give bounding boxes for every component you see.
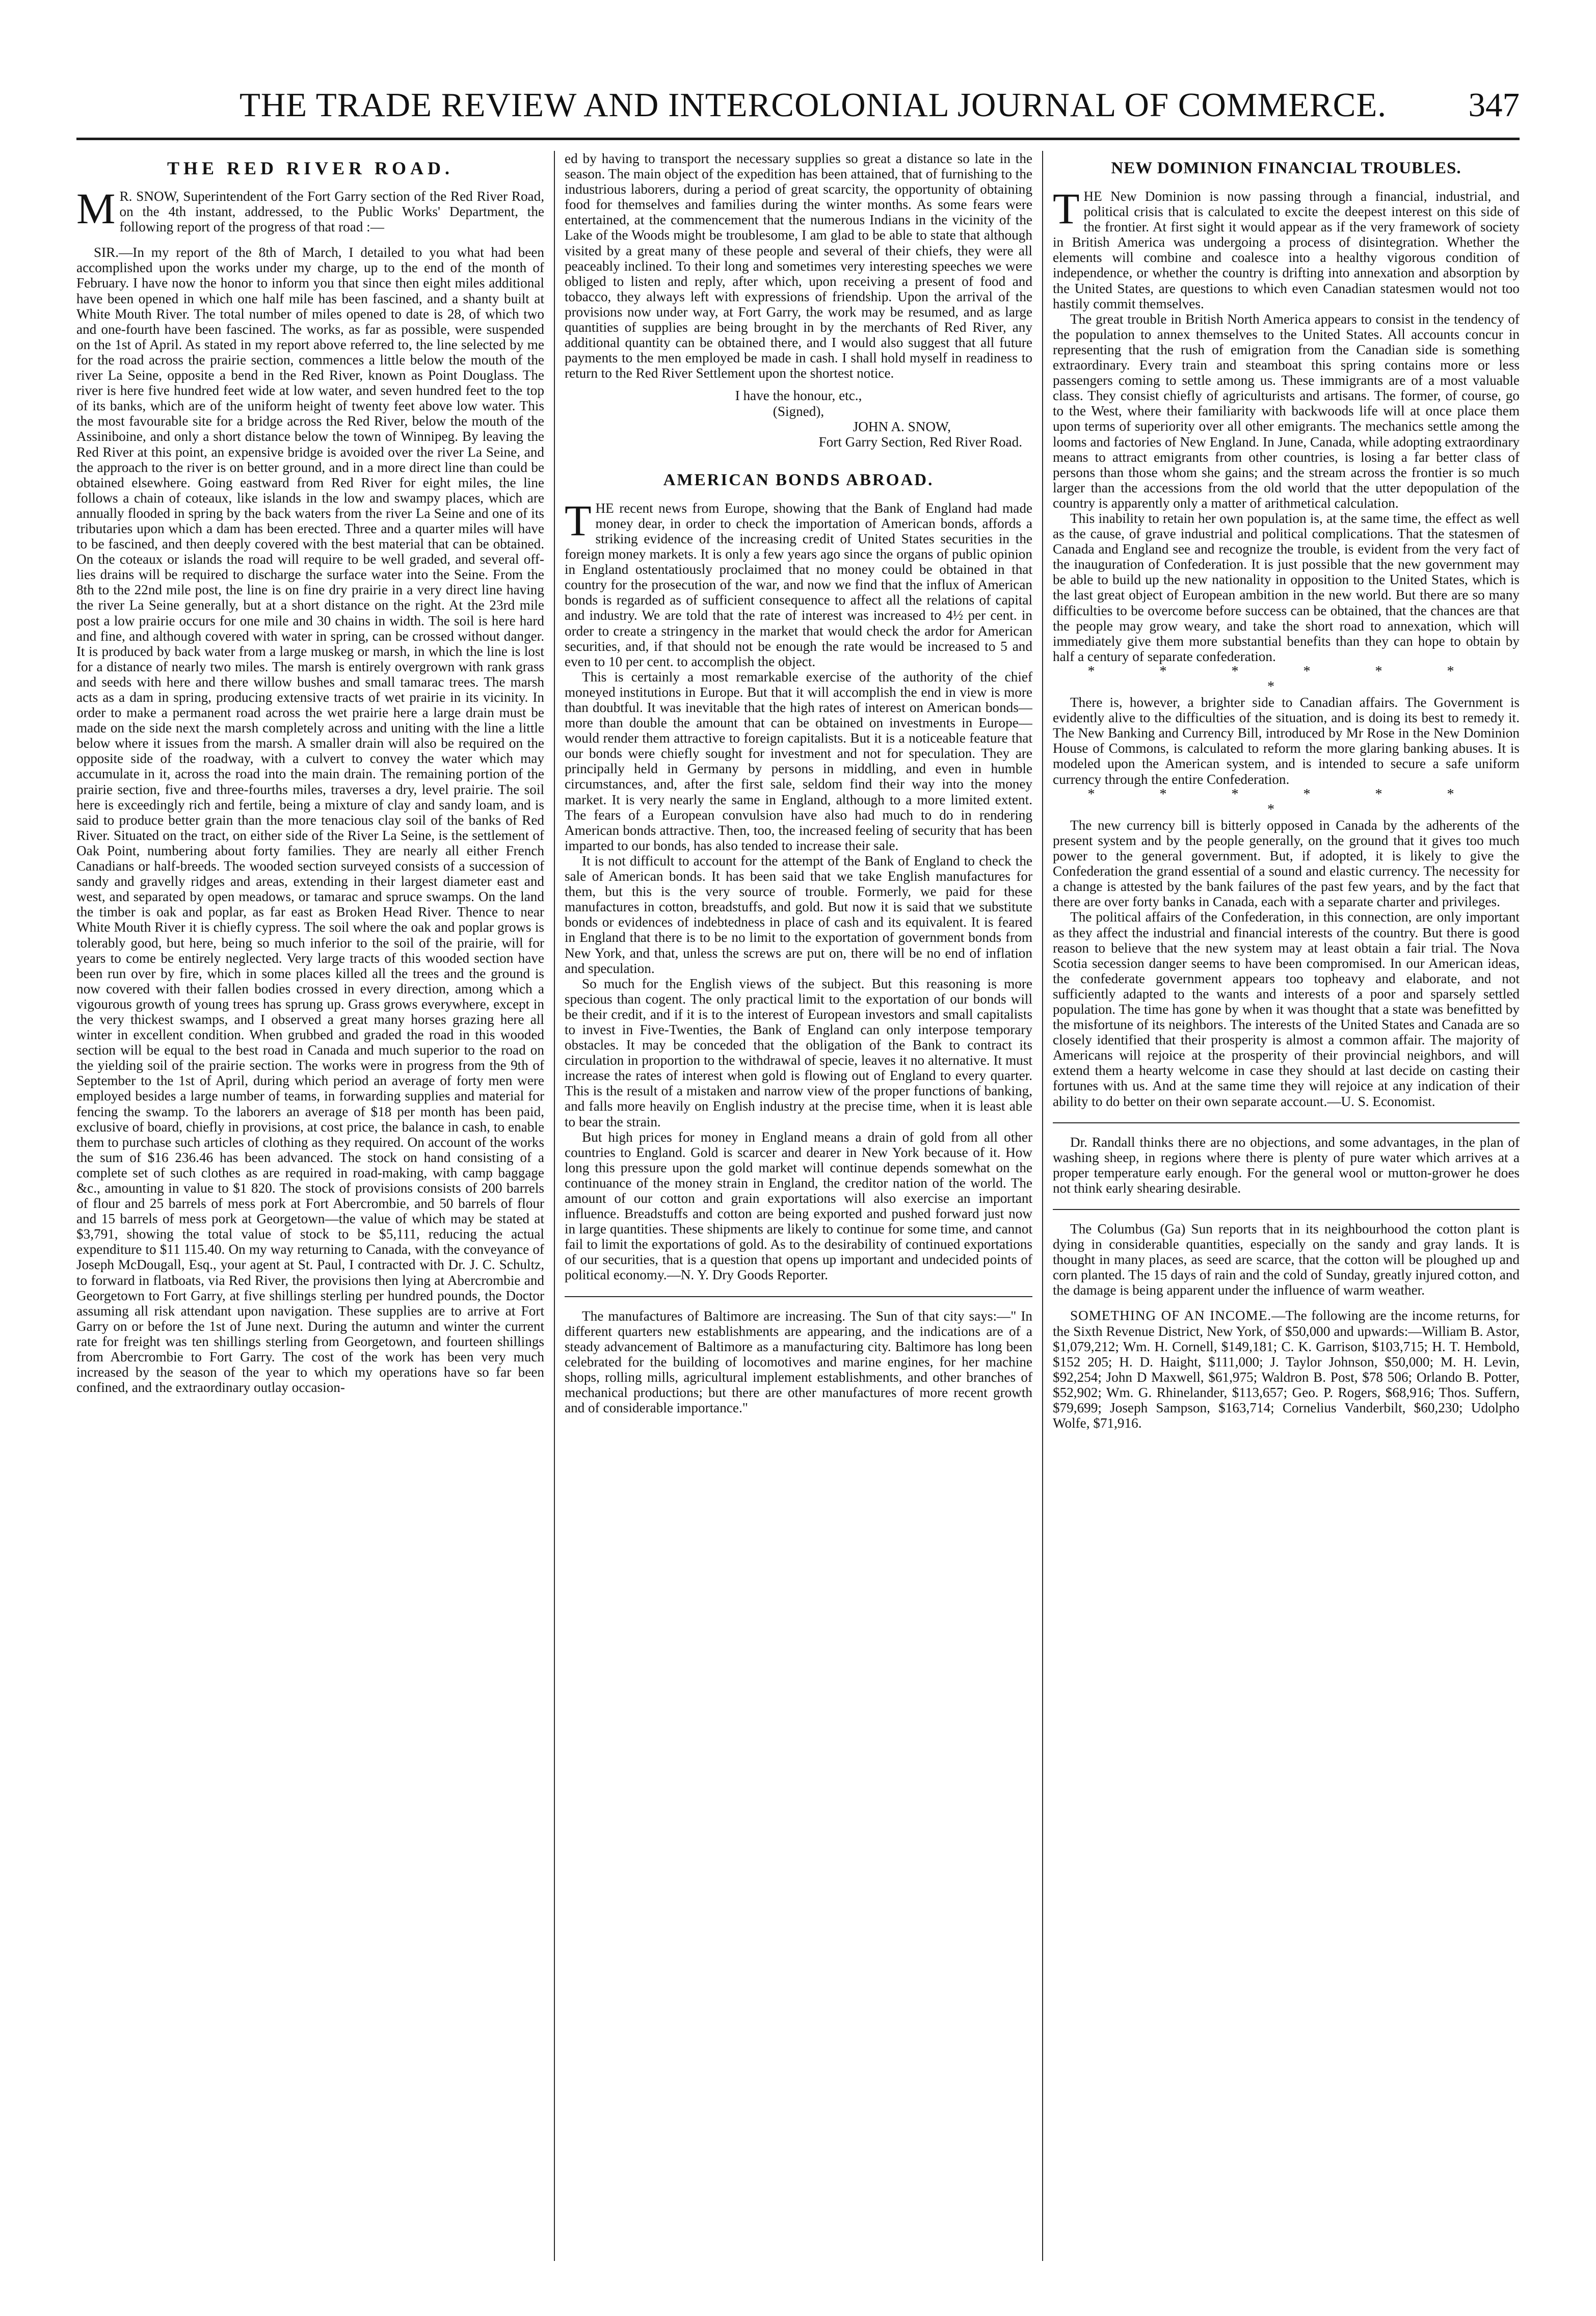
article-intro: M R. SNOW, Superintendent of the Fort Garry section of the Red River Road, on the 4th instant, addressed, to the Public Works' Department, the following report of the progress of that road :— [76,184,544,235]
masthead [76,82,1520,140]
section-divider [565,1296,1032,1297]
article-body: The Columbus (Ga) Sun reports that in its neighbourhood the cotton plant is dying in considerable quantities, especially on the sandy and gray lands. It is thought in many places, as seed are scarce, that the cotton will be ploughed up and corn planted. The 15 days of rain and the cold of Sunday, greatly injured cotton, and the damage is being apparent under the influence of warm weather. [1053,1221,1520,1298]
column-3 [1053,151,1520,2261]
section-divider [1053,1122,1520,1123]
article-body: The great trouble in British North America appears to consist in the tendency of the population to annex themselves to the United States. All accounts concur in representing that the rush of emigration from the Canadian side is something extraordinary. Every train and steamboat this spring contains more or less passengers coming to settle among us. These immigrants are of a most valuable class. They consist chiefly of agriculturists and artisans. The former, of course, go to the West, where their familiarity with backwoods life will at once place them upon terms of superiority over all other emigrants. The mechanics settle among the looms and factories of New England. In June, Canada, while adopting extraordinary means to attract emigrants from other countries, is losing a far better class of persons than those whom she gains; and the stream across the frontier is so much larger than the accessions from the old world that the utter depopulation of the country is apparently only a matter of arithmetical calculation. [1053,311,1520,511]
signature-line: (Signed), [773,403,824,419]
article-body: But high prices for money in England means a drain of gold from all other countries to England. Gold is scarcer and dearer in New York because of it. How long this pressure upon the gold market will continue depends somewhat on the continuance of the money strain in England, the creditor nation of the world. The amount of our cotton and grain exportations will also exercise an important influence. Breadstuffs and cotton are being exported and pushed forward just now in large quantities. These shipments are likely to continue for some time, and cannot fail to limit the exportations of gold. As to the desirability of continued exportations of our securities, that is a question that opens up important and undecided points of political economy.—N. Y. Dry Goods Reporter. [565,1129,1032,1283]
article-body: ed by having to transport the necessary supplies so great a distance so late in the season. The main object of the expedition has been attained, that of furnishing to the industrious laborers, during a period of great scarcity, the opportunity of obtaining food for themselves and families during the winter months. As some fears were entertained, at the commencement that the numerous Indians in the vicinity of the Lake of the Woods might be troublesome, I am glad to be able to state that although visited by a great many of these people and several of their chiefs, they were all peaceably inclined. To their long and sometimes very interesting speeches we were obliged to listen and reply, after which, upon receiving a present of food and tobacco, they always left with expressions of friendship. Upon the arrival of the provisions now under way, at Fort Garry, the work may be resumed, and as large quantities of supplies are being brought in by the merchants of Red River, any additional quantity can be obtained there, and I would also suggest that all future payments to the men employed be made in cash. I shall hold myself in readiness to return to the Red River Settlement upon the shortest notice. [565,151,1032,381]
signature-name: JOHN A. SNOW, [853,418,951,434]
column-divider [1042,151,1043,2261]
journal-title: THE TRADE REVIEW AND INTERCOLONIAL JOURNAL OF COMMERCE. [240,86,1387,124]
article-columns [76,151,1520,2261]
article-heading-american-bonds: AMERICAN BONDS ABROAD. [663,470,934,489]
article-body: There is, however, a brighter side to Canadian affairs. The Government is evidently alive to the difficulties of the situation, and is doing its best to remedy it. The New Banking and Currency Bill, introduced by Mr Rose in the New Dominion House of Commons, is calculated to reform the more glaring banking abuses. It is modeled upon the American system, and is intended to secure a safe uniform currency through the entire Confederation. [1053,695,1520,787]
drop-cap: M [76,184,116,233]
section-break: * * * * * * * [1087,663,1485,695]
page-number: 347 [1468,86,1520,124]
article-body: SIR.—In my report of the 8th of March, I detailed to you what had been accomplished upon the works under my charge, up to the end of the month of February. I have now the honor to inform you that since then eight miles additional have been opened in which one half mile has been fascined, and a shanty built at White Mouth River. The total number of miles opened to date is 28, of which two and one-fourth have been fascined. The works, as far as possible, were suspended on the 1st of April. As stated in my report above referred to, the line selected by me for the road across the prairie section, commences a little below the mouth of the river La Seine, opposite a bend in the Red River, known as Point Douglass. The river is here five hundred feet wide at low water, and seven hundred feet to the top of its banks, which are of the uniform height of twenty feet above low water. This the most favourable site for a bridge across the Red River, below the mouth of the Assiniboine, and only a short distance below the town of Winnipeg. By leaving the Red River at this point, an expensive bridge is avoided over the river La Seine, and the approach to the river is on better ground, and in a more direct line than could be obtained elsewhere. Going eastward from Red River for eight miles, the line follows a chain of coteaux, like islands in the low and swampy places, which are annually flooded in spring by the back waters from the river La Seine and one of its tributaries upon which a dam has been erected. Three and a quarter miles will have to be fascined, and then deeply covered with the best material that can be obtained. On the coteaux or islands the road will require to be well graded, and several off-lies drains will be required to discharge the surface water into the Seine. From the 8th to the 22nd mile post, the line is on fine dry prairie in a very direct line having the river La Seine generally, but at a short distance on the right. At the 23rd mile post a low prairie occurs for one mile and 30 chains in width. The soil is here hard and fine, and although covered with water in spring, can be crossed without danger. It is produced by back water from a large muskeg or marsh, in which the line is lost for a distance of nearly two miles. The marsh is entirely overgrown with rank grass and seeds with here and there willow bushes and small tamarac trees. The marsh acts as a dam in spring, producing extensive tracts of wet prairie in its vicinity. In order to make a permanent road across the wet prairie here a large drain must be made on the side next the marsh completely across and uniting with the line a little below where it issues from the marsh. A smaller drain will also be required on the opposite side of the roadway, with a culvert to convey the water which may accumulate in it, across the road into the main drain. The remaining portion of the prairie section, five and three-fourths miles, traverses a dry, level prairie. The soil here is exceedingly rich and fertile, being a mixture of clay and sandy loam, and is said to produce better grain than the more tenacious clay soil of the banks of Red River. Situated on the tract, on either side of the River La Seine, is the settlement of Oak Point, numbering about forty families. They are nearly all either French Canadians or half-breeds. The wooded section surveyed consists of a succession of sandy and gravelly ridges and areas, extending in their largest diameter east and west, and separated by open meadows, or tamarac and spruce swamps. On the land the timber is oak and poplar, as far east as Broken Head River. Thence to near White Mouth River it is chiefly cypress. The soil where the oak and poplar grows is tolerably good, but here, being so much inferior to the soil of the prairie, will for years to come be entirely neglected. Very large tracts of this wooded section have been run over by fire, which in some places killed all the trees and the ground is now covered with their fallen bodies crossed in every direction, among which a vigourous growth of young trees has sprung up. Grass grows everywhere, except in the very thickest swamps, and I observed a great many horses grazing here all winter in excellent condition. When grubbed and graded the road in this wooded section will be equal to the best road in Canada and much superior to the road on the yielding soil of the prairie section. The works were in progress from the 9th of September to the 1st of April, during which period an average of forty men were employed besides a large number of teams, in forwarding supplies and material for fencing the swamp. To the laborers an average of $18 per month has been paid, exclusive of board, chiefly in provisions, at cost price, the balance in cash, to enable them to purchase such articles of clothing as they required. On account of the works the sum of $16 236.46 has been advanced. The stock on hand consisting of a complete set of such clothes as are required in road-making, with camp baggage &c., amounting in value to $1 820. The stock of provisions consists of 200 barrels of flour and 25 barrels of mess pork at Fort Abercrombie, and 50 barrels of flour and 15 barrels of mess pork at Georgetown—the value of which may be stated at $3,791, showing the total value of stock to be $5,111, reducing the actual expenditure to $11 115.40. On my way returning to Canada, with the conveyance of Joseph McDougall, Esq., your agent at St. Paul, I contracted with Dr. J. C. Schultz, to forward in flatboats, via Red River, the provisions then lying at Abercrombie and Georgetown to Fort Garry, at five shillings sterling per hundred pounds, the Doctor assuming all risk attendant upon navigation. These supplies are to arrive at Fort Garry on or before the 1st of June next. During the autumn and winter the current rate for freight was ten shillings sterling from Georgetown, and fourteen shillings from Abercrombie to Fort Garry. The cost of the work has been very much increased by the season of the year to which my operations have so far been confined, and the extraordinary outlay occasion- [76,245,544,1396]
signature-line: I have the honour, etc., [735,388,862,404]
drop-cap: T [565,495,592,545]
article-body: SOMETHING OF AN INCOME.—The following are the income returns, for the Sixth Revenue District, New York, of $50,000 and upwards:—William B. Astor, $1,079,212; Wm. H. Cornell, $149,181; C. K. Garrison, $103,715; H. T. Hembold, $152 205; H. D. Haight, $111,000; J. Taylor Johnson, $50,000; M. H. Levin, $92,254; John D Maxwell, $61,975; Waldron B. Post, $78 506; Orlando B. Potter, $52,902; Wm. G. Rhinelander, $113,657; Geo. P. Rogers, $68,916; Thos. Suffern, $79,699; Joseph Sampson, $163,714; Cornelius Vanderbilt, $60,230; Udolpho Wolfe, $71,916. [1053,1308,1520,1431]
article-body: This is certainly a most remarkable exercise of the authority of the chief moneyed institutions in Europe. But that it will accomplish the end in view is more than doubtful. It was inevitable that the high rates of interest on American bonds—more than double the amount that can be obtained on investments in Europe—would render them attractive to foreign capitalists. But it is a noticeable feature that our bonds were chiefly sought for investment and not for speculation. They are principally held in Germany by persons in middling, and even in humble circumstances, and, after the first sale, seldom find their way into the money market. It is very nearly the same in England, although to a more limited extent. The fears of a European convulsion have also had much to do in rendering American bonds attractive. Then, too, the increased feeling of security that has been imparted to our bonds, has also tended to increase their sale. [565,669,1032,853]
drop-cap: T [1053,184,1080,233]
section-divider [1053,1209,1520,1210]
article-body: This inability to retain her own population is, at the same time, the effect as well as the cause, of grave industrial and political complications. That the statesmen of Canada and England see and recognize the trouble, is evident from the very fact of the inauguration of Confederation. It is just possible that the new government may be able to build up the new nationality in opposition to the United States, which is the last great object of European ambition in the new world. But there are so many difficulties to be overcome before success can be obtained, that the chances are that the people may grow weary, and take the short road to annexation, which will immediately give them more substantial benefits than they can hope to obtain by half a century of separate confederation. [1053,510,1520,664]
article-body: THE New Dominion is now passing through a financial, industrial, and political crisis that is calculated to excite the deepest interest on this side of the frontier. At first sight it would appear as if the very framework of society in British America was undergoing a process of disintegration. Whether the elements will combine and coalesce into a healthy vigorous condition of independence, or whether the country is drifting into annexation and absorption by the United States, are questions to which even Canadian statesmen would not too hastily commit themselves. [1053,184,1520,311]
article-heading-dominion-troubles: NEW DOMINION FINANCIAL TROUBLES. [1111,159,1461,177]
article-body: THE recent news from Europe, showing that the Bank of England had made money dear, in order to check the importation of American bonds, affords a striking evidence of the increasing credit of United States securities in the foreign money markets. It is only a few years ago since the organs of public opinion in England ostentatiously proclaimed that no money could be obtained in that country for the prosecution of the war, and now we find that the influx of American bonds is regarded as of sufficient consequence to affect all the relations of capital and industry. We are told that the rate of interest was increased to 4½ per cent. in order to create a stringency in the market that would check the ardor for American securities, and, if that should not be enough the rate would be increased to 5 and even to 10 per cent. to accomplish the object. [565,495,1032,669]
column-1 [76,151,544,2261]
article-body: The manufactures of Baltimore are increasing. The Sun of that city says:—" In different quarters new establishments are appearing, and the indications are of a steady advancement of Baltimore as a manufacturing city. Baltimore has long been celebrated for the building of locomotives and marine engines, for her machine shops, rolling mills, agricultural implement establishments, and other branches of mechanical productions; but there are other manufactures of more recent growth and of considerable importance." [565,1308,1032,1416]
article-body: The new currency bill is bitterly opposed in Canada by the adherents of the present system and by the people generally, on the ground that it gives too much power to the general government. But, if adopted, it is likely to give the Confederation the grand essential of a sound and elastic currency. The necessity for a change is attested by the bank failures of the past few years, and by the fact that there are over forty banks in Canada, each with a separate charter and privileges. [1053,817,1520,910]
column-divider [554,151,555,2261]
article-body: The political affairs of the Confederation, in this connection, are only important as they affect the industrial and financial interests of the country. But there is good reason to believe that the new system may at least obtain a fair trial. The Nova Scotia secession danger seems to have been compromised. In our American ideas, the confederate government appears too topheavy and elaborate, and not sufficiently adapted to the wants and interests of a poor and sparsely settled population. The time has gone by when it was thought that a state was benefitted by the misfortune of its neighbors. The interests of the United States and Canada are so closely identified that their prosperity is almost a common affair. The majority of Americans will rejoice at the prosperity of their provincial neighbors, and will extend them a hearty welcome in case they should at last decide on casting their fortunes with us. And at the same time they will rejoice at any indication of their ability to do better on their own separate account.—U. S. Economist. [1053,909,1520,1109]
article-heading-red-river-road: THE RED RIVER ROAD. [167,158,454,178]
article-body: Dr. Randall thinks there are no objections, and some advantages, in the plan of washing sheep, in regions where there is plenty of pure water which arrives at a proper temperature early enough. For the general wool or mutton-grower he does not think early shearing desirable. [1053,1134,1520,1196]
signature-title: Fort Garry Section, Red River Road. [818,434,1022,450]
article-body: It is not difficult to account for the attempt of the Bank of England to check the sale of American bonds. It has been said that we take English manufactures for them, but this is the very source of trouble. Formerly, we paid for these manufactures in cotton, breadstuffs, and gold. But now it is said that we substitute bonds or evidences of indebtedness in place of cash and its equivalent. It is feared in England that there is to be no limit to the exportation of government bonds from New York, and that, unless the screws are put on, there will be no end of inflation and speculation. [565,853,1032,976]
section-break: * * * * * * * [1087,786,1485,818]
article-body: So much for the English views of the subject. But this reasoning is more specious than cogent. The only practical limit to the exportation of our bonds will be their credit, and if it is to the interest of European investors and small capitalists to invest in Five-Twenties, the Bank of England can only interpose temporary obstacles. It may be conceded that the obligation of the Bank to contract its circulation in proportion to the withdrawal of specie, leaves it no alternative. It must increase the rates of interest when gold is flowing out of England to every quarter. This is the result of a mistaken and narrow view of the proper functions of banking, and falls more heavily on English industry at the precise time, when it is least able to bear the strain. [565,976,1032,1129]
column-2 [565,151,1032,2261]
